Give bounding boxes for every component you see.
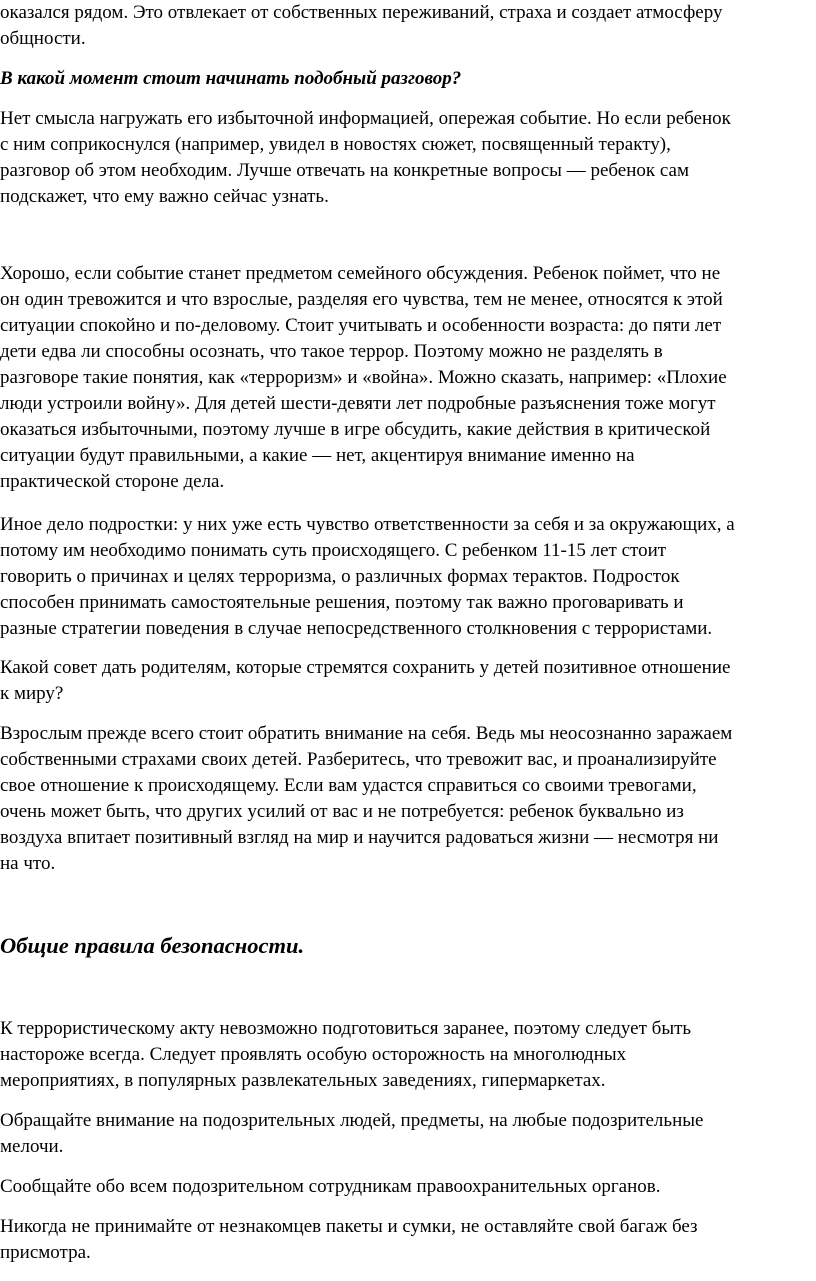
text-line: ситуации будут правильными, а какие — нет, акцентируя внимание именно на [0,445,635,466]
paragraph-7 [0,1108,816,1160]
text-line: мероприятиях, в популярных развлекательных заведениях, гипермаркетах. [0,1070,606,1091]
text-line: Никогда не принимайте от незнакомцев пакеты и сумки, не оставляйте свой багаж без [0,1216,698,1237]
text-line: К террористическому акту невозможно подготовиться заранее, поэтому следует быть [0,1018,692,1039]
text-line: собственными страхами своих детей. Разберитесь, что тревожит вас, и проанализируйте [0,749,717,770]
text-line: разговор об этом необходим. Лучше отвечать на конкретные вопросы — ребенок сам [0,160,689,181]
paragraph-9 [0,1214,816,1266]
text-line: Обращайте внимание на подозрительных людей, предметы, на любые подозрительные [0,1110,704,1131]
text-line: присмотра. [0,1242,91,1263]
text-line: мелочи. [0,1136,64,1157]
paragraph-6 [0,1016,816,1094]
question-heading: В какой момент стоит начинать подобный разговор? [0,68,462,89]
paragraph-8 [0,1174,816,1200]
text-line: Взрослым прежде всего стоит обратить внимание на себя. Ведь мы неосознанно заражаем [0,723,733,744]
text-line: на что. [0,853,56,874]
text-line: способен принимать самостоятельные решения, поэтому так важно проговаривать и [0,592,684,613]
text-line: говорить о причинах и целях терроризма, о различных формах терактов. Подросток [0,566,680,587]
text-line: Какой совет дать родителям, которые стремятся сохранить у детей позитивное отношение [0,657,731,678]
text-line: разговоре такие понятия, как «терроризм» и «война». Можно сказать, например: «Плохие [0,367,727,388]
text-line: он один тревожится и что взрослые, разделяя его чувства, тем не менее, относятся к этой [0,289,723,310]
text-line: Нет смысла нагружать его избыточной информацией, опережая событие. Но если ребенок [0,108,731,129]
text-line: потому им необходимо понимать суть происходящего. С ребенком 11-15 лет стоит [0,540,667,561]
text-line: очень может быть, что других усилий от вас и не потребуется: ребенок буквально из [0,801,684,822]
text-line: люди устроили войну». Для детей шести-девяти лет подробные разъяснения тоже могут [0,393,716,414]
text-line: ситуации спокойно и по-деловому. Стоит учитывать и особенности возраста: до пяти лет [0,315,722,336]
text-line: воздуха впитает позитивный взгляд на мир и научится радоваться жизни — несмотря ни [0,827,719,848]
text-line: настороже всегда. Следует проявлять особую осторожность на многолюдных [0,1044,627,1065]
section-heading: Общие правила безопасности. [0,933,305,958]
text-line: разные стратегии поведения в случае непосредственного столкновения с террористами. [0,618,713,639]
paragraph-5 [0,721,816,877]
text-line: Хорошо, если событие станет предметом семейного обсуждения. Ребенок поймет, что не [0,263,721,284]
paragraph-1 [0,106,816,210]
text-line: с ним соприкоснулся (например, увидел в новостях сюжет, посвященный теракту), [0,134,671,155]
text-line: Иное дело подростки: у них уже есть чувство ответственности за себя и за окружающих, а [0,514,735,535]
text-line: Сообщайте обо всем подозрительном сотрудникам правоохранительных органов. [0,1176,661,1197]
paragraph-2 [0,261,816,495]
text-line: оказаться избыточными, поэтому лучше в игре обсудить, какие действия в критической [0,419,711,440]
text-line: к миру? [0,683,64,704]
text-line: дети едва ли способны осознать, что такое террор. Поэтому можно не разделять в [0,341,663,362]
intro-paragraph [0,0,816,52]
paragraph-4 [0,655,816,707]
paragraph-3 [0,512,816,642]
text-line: практической стороне дела. [0,471,225,492]
text-line: подскажет, что ему важно сейчас узнать. [0,186,329,207]
text-line: свое отношение к происходящему. Если вам удастся справиться со своими тревогами, [0,775,697,796]
text-line: оказался рядом. Это отвлекает от собственных переживаний, страха и создает атмосферу [0,2,723,23]
text-line: общности. [0,28,86,49]
